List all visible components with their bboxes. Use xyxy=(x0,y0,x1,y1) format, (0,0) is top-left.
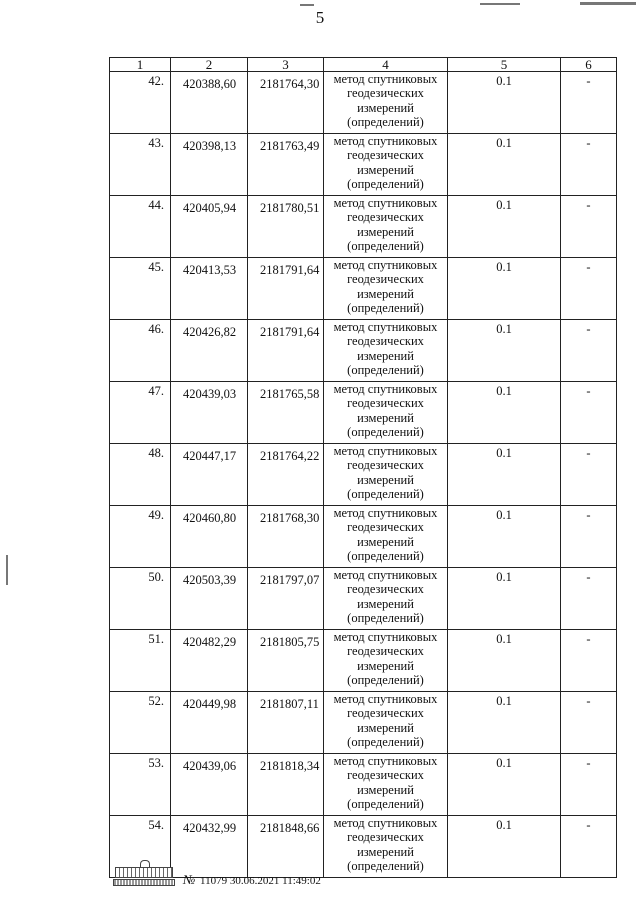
note-cell: - xyxy=(561,196,617,258)
column-header: 3 xyxy=(248,58,324,72)
method-line: измерений xyxy=(357,534,414,549)
method-line: (определений) xyxy=(347,548,424,563)
method-line: (определений) xyxy=(347,486,424,501)
y-coordinate-cell: 2181780,51 xyxy=(248,196,324,258)
x-coordinate-cell: 420503,39 xyxy=(171,568,248,630)
method-line: (определений) xyxy=(347,362,424,377)
method-cell xyxy=(324,382,448,444)
method-cell xyxy=(324,258,448,320)
method-cell xyxy=(324,506,448,568)
point-number-cell: 54. xyxy=(110,816,171,878)
method-line: (определений) xyxy=(347,796,424,811)
method-line: метод спутниковых xyxy=(333,754,438,768)
accuracy-cell: 0.1 xyxy=(448,692,561,754)
x-coordinate-cell: 420426,82 xyxy=(171,320,248,382)
column-header: 1 xyxy=(110,58,171,72)
column-header: 6 xyxy=(561,58,617,72)
method-line: метод спутниковых xyxy=(333,630,438,644)
method-line: измерений xyxy=(357,410,414,425)
note-cell: - xyxy=(561,134,617,196)
method-cell xyxy=(324,568,448,630)
table-row xyxy=(110,258,617,320)
method-line: метод спутниковых xyxy=(333,506,438,520)
method-line: (определений) xyxy=(347,114,424,129)
document-footer xyxy=(113,860,321,888)
y-coordinate-cell: 2181764,22 xyxy=(248,444,324,506)
method-cell xyxy=(324,692,448,754)
y-coordinate-cell: 2181764,30 xyxy=(248,72,324,134)
table-row xyxy=(110,692,617,754)
registration-datetime: 30.06.2021 11:49:02 xyxy=(229,875,321,887)
method-line: метод спутниковых xyxy=(333,444,438,458)
method-line: метод спутниковых xyxy=(333,258,438,272)
point-number-cell: 44. xyxy=(110,196,171,258)
table-row xyxy=(110,320,617,382)
y-coordinate-cell: 2181763,49 xyxy=(248,134,324,196)
method-cell xyxy=(324,320,448,382)
accuracy-cell: 0.1 xyxy=(448,444,561,506)
accuracy-cell: 0.1 xyxy=(448,568,561,630)
method-line: геодезических xyxy=(347,334,424,349)
method-line: геодезических xyxy=(347,768,424,783)
method-line: геодезических xyxy=(347,148,424,163)
point-number-cell: 43. xyxy=(110,134,171,196)
accuracy-cell: 0.1 xyxy=(448,258,561,320)
government-building-icon xyxy=(113,860,175,888)
method-line: геодезических xyxy=(347,520,424,535)
method-line: геодезических xyxy=(347,210,424,225)
method-line: измерений xyxy=(357,162,414,177)
note-cell: - xyxy=(561,72,617,134)
table-row xyxy=(110,444,617,506)
point-number-cell: 50. xyxy=(110,568,171,630)
method-line: (определений) xyxy=(347,734,424,749)
method-line: (определений) xyxy=(347,176,424,191)
y-coordinate-cell: 2181791,64 xyxy=(248,258,324,320)
y-coordinate-cell: 2181805,75 xyxy=(248,630,324,692)
method-line: геодезических xyxy=(347,272,424,287)
method-line: геодезических xyxy=(347,86,424,101)
method-cell xyxy=(324,444,448,506)
method-cell xyxy=(324,72,448,134)
note-cell: - xyxy=(561,320,617,382)
x-coordinate-cell: 420405,94 xyxy=(171,196,248,258)
method-cell xyxy=(324,134,448,196)
method-line: измерений xyxy=(357,720,414,735)
method-line: метод спутниковых xyxy=(333,382,438,396)
page-number: 5 xyxy=(315,8,325,27)
method-line: измерений xyxy=(357,658,414,673)
table-row xyxy=(110,196,617,258)
x-coordinate-cell: 420449,98 xyxy=(171,692,248,754)
point-number-cell: 49. xyxy=(110,506,171,568)
accuracy-cell: 0.1 xyxy=(448,134,561,196)
accuracy-cell: 0.1 xyxy=(448,320,561,382)
scan-artifact xyxy=(580,2,636,5)
note-cell: - xyxy=(561,816,617,878)
note-cell: - xyxy=(561,754,617,816)
note-cell: - xyxy=(561,692,617,754)
note-cell: - xyxy=(561,258,617,320)
table-row xyxy=(110,506,617,568)
x-coordinate-cell: 420388,60 xyxy=(171,72,248,134)
method-line: измерений xyxy=(357,844,414,859)
method-line: (определений) xyxy=(347,424,424,439)
accuracy-cell: 0.1 xyxy=(448,506,561,568)
table-row xyxy=(110,754,617,816)
accuracy-cell: 0.1 xyxy=(448,630,561,692)
x-coordinate-cell: 420482,29 xyxy=(171,630,248,692)
x-coordinate-cell: 420439,06 xyxy=(171,754,248,816)
x-coordinate-cell: 420439,03 xyxy=(171,382,248,444)
method-line: измерений xyxy=(357,100,414,115)
method-cell xyxy=(324,816,448,878)
method-line: измерений xyxy=(357,348,414,363)
point-number-cell: 42. xyxy=(110,72,171,134)
method-line: метод спутниковых xyxy=(333,320,438,334)
table-row xyxy=(110,72,617,134)
column-header: 2 xyxy=(171,58,248,72)
y-coordinate-cell: 2181768,30 xyxy=(248,506,324,568)
x-coordinate-cell: 420460,80 xyxy=(171,506,248,568)
scan-artifact xyxy=(480,3,520,5)
point-number-cell: 51. xyxy=(110,630,171,692)
x-coordinate-cell: 420447,17 xyxy=(171,444,248,506)
method-line: (определений) xyxy=(347,672,424,687)
method-line: метод спутниковых xyxy=(333,568,438,582)
y-coordinate-cell: 2181848,66 xyxy=(248,816,324,878)
method-line: геодезических xyxy=(347,706,424,721)
method-line: (определений) xyxy=(347,300,424,315)
point-number-cell: 46. xyxy=(110,320,171,382)
scan-artifact xyxy=(6,555,8,585)
method-line: (определений) xyxy=(347,238,424,253)
method-line: геодезических xyxy=(347,458,424,473)
method-cell xyxy=(324,754,448,816)
coordinates-table xyxy=(109,57,617,878)
scan-artifact xyxy=(300,4,314,6)
method-line: метод спутниковых xyxy=(333,134,438,148)
method-line: (определений) xyxy=(347,610,424,625)
accuracy-cell: 0.1 xyxy=(448,816,561,878)
note-cell: - xyxy=(561,630,617,692)
note-cell: - xyxy=(561,506,617,568)
column-header: 4 xyxy=(324,58,448,72)
x-coordinate-cell: 420432,99 xyxy=(171,816,248,878)
method-line: (определений) xyxy=(347,858,424,873)
method-line: метод спутниковых xyxy=(333,816,438,830)
table-row xyxy=(110,568,617,630)
y-coordinate-cell: 2181818,34 xyxy=(248,754,324,816)
y-coordinate-cell: 2181807,11 xyxy=(248,692,324,754)
method-cell xyxy=(324,630,448,692)
table-row xyxy=(110,382,617,444)
method-line: измерений xyxy=(357,472,414,487)
note-cell: - xyxy=(561,382,617,444)
accuracy-cell: 0.1 xyxy=(448,72,561,134)
method-line: измерений xyxy=(357,286,414,301)
method-line: измерений xyxy=(357,224,414,239)
accuracy-cell: 0.1 xyxy=(448,382,561,444)
y-coordinate-cell: 2181791,64 xyxy=(248,320,324,382)
table-header-row xyxy=(110,58,617,72)
method-line: метод спутниковых xyxy=(333,692,438,706)
method-line: геодезических xyxy=(347,396,424,411)
method-line: геодезических xyxy=(347,830,424,845)
table-row xyxy=(110,630,617,692)
x-coordinate-cell: 420398,13 xyxy=(171,134,248,196)
point-number-cell: 45. xyxy=(110,258,171,320)
registration-number: 11079 xyxy=(200,875,228,887)
method-line: геодезических xyxy=(347,582,424,597)
method-cell xyxy=(324,196,448,258)
y-coordinate-cell: 2181765,58 xyxy=(248,382,324,444)
y-coordinate-cell: 2181797,07 xyxy=(248,568,324,630)
table-row xyxy=(110,134,617,196)
accuracy-cell: 0.1 xyxy=(448,754,561,816)
point-number-cell: 52. xyxy=(110,692,171,754)
point-number-cell: 47. xyxy=(110,382,171,444)
column-header: 5 xyxy=(448,58,561,72)
method-line: метод спутниковых xyxy=(333,196,438,210)
registration-stamp xyxy=(183,872,321,888)
note-cell: - xyxy=(561,568,617,630)
method-line: геодезических xyxy=(347,644,424,659)
method-line: измерений xyxy=(357,782,414,797)
accuracy-cell: 0.1 xyxy=(448,196,561,258)
registration-mark: № xyxy=(183,872,196,887)
point-number-cell: 53. xyxy=(110,754,171,816)
method-line: метод спутниковых xyxy=(333,72,438,86)
x-coordinate-cell: 420413,53 xyxy=(171,258,248,320)
method-line: измерений xyxy=(357,596,414,611)
point-number-cell: 48. xyxy=(110,444,171,506)
note-cell: - xyxy=(561,444,617,506)
